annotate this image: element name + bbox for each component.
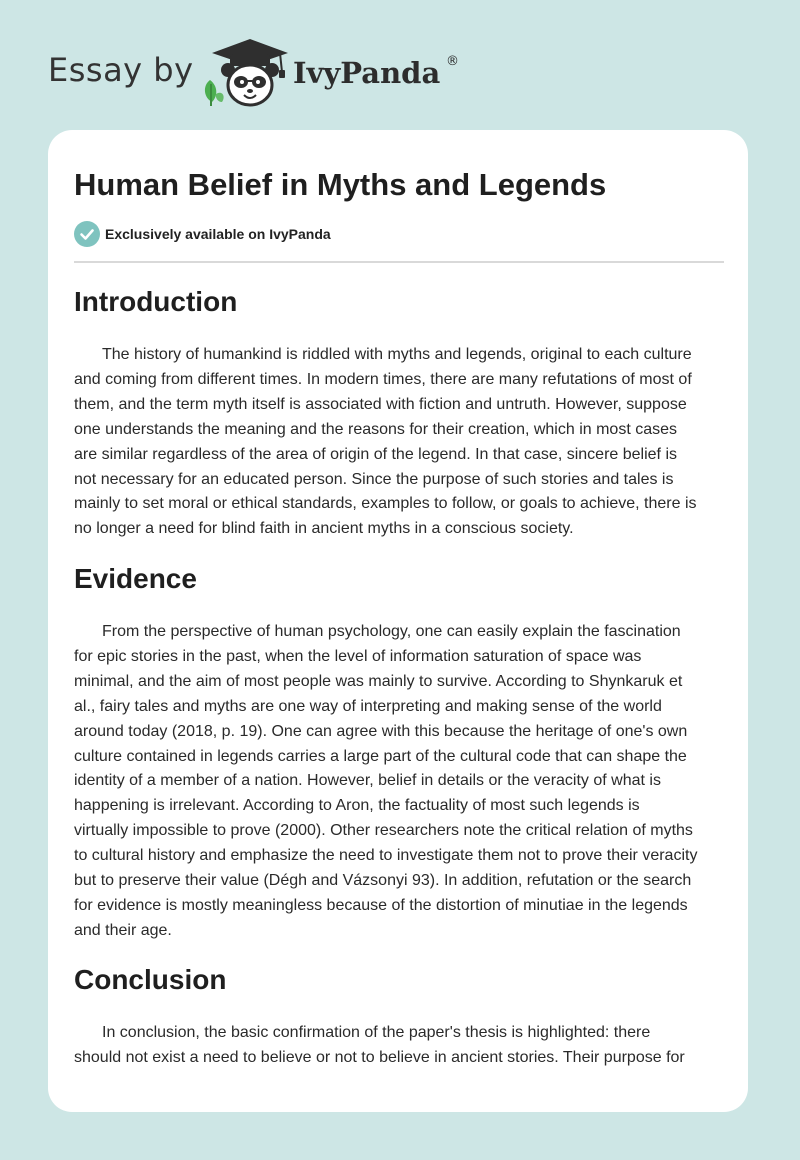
essay-title: Human Belief in Myths and Legends <box>74 167 607 202</box>
text-line: The history of humankind is riddled with myths and legends, original to each culture <box>102 346 692 363</box>
text-line: From the perspective of human psychology, one can easily explain the fascination <box>102 623 681 640</box>
paragraph-introduction <box>74 343 724 542</box>
brand-name: IvyPanda <box>293 56 441 90</box>
text-line: one understands the meaning and the reasons for their creation, which in most cases <box>74 420 678 438</box>
text-line: culture contained in legends carries a large part of the cultural code that can shape the <box>74 747 687 765</box>
text-line: but to preserve their value (Dégh and Vázsonyi 93). In addition, refutation or the search <box>74 872 692 890</box>
text-line: them, and the term myth itself is associated with fiction and untruth. However, suppose <box>74 395 687 413</box>
text-line: In conclusion, the basic confirmation of the paper's thesis is highlighted: there <box>102 1024 651 1041</box>
text-line: should not exist a need to believe or not to believe in ancient stories. Their purpose for <box>74 1048 685 1066</box>
section-heading-introduction: Introduction <box>74 286 238 317</box>
text-line: happening is irrelevant. According to Aron, the factuality of most such legends is <box>74 797 640 815</box>
text-line: are similar regardless of the area of origin of the legend. In that case, sincere belief is <box>74 445 677 463</box>
text-line: to cultural history and emphasize the need to investigate them not to prove their veracity <box>74 847 698 865</box>
site-header <box>0 0 800 120</box>
text-line: al., fairy tales and myths are one way of interpreting and making sense of the world <box>74 697 662 715</box>
check-circle-icon <box>74 221 100 247</box>
text-line: no longer a need for blind faith in ancient myths in a conscious society. <box>74 520 574 538</box>
text-line: mainly to set moral or ethical standards, examples to follow, or goals to achieve, there is <box>74 495 697 513</box>
essay-card <box>48 130 748 1112</box>
text-line: and their age. <box>74 921 172 939</box>
brand-prefix: Essay by <box>48 51 194 89</box>
text-line: and coming from different times. In modern times, there are many refutations of most of <box>74 370 692 388</box>
text-line: for evidence is mostly meaningless because of the distortion of minutiae in the legends <box>74 896 688 914</box>
text-line: identity of a member of a nation. However, belief in details or the veracity of what is <box>74 772 661 790</box>
paragraph-conclusion <box>74 1021 724 1071</box>
text-line: for epic stories in the past, when the level of information saturation of space was <box>74 647 642 665</box>
panda-graduate-icon[interactable] <box>200 36 292 110</box>
text-line: not necessary for an educated person. Since the purpose of such stories and tales is <box>74 470 674 488</box>
badge-label: Exclusively available on IvyPanda <box>105 226 331 242</box>
section-heading-conclusion: Conclusion <box>74 964 227 995</box>
text-line: minimal, and the aim of most people was mainly to survive. According to Shynkaruk et <box>74 672 683 690</box>
section-heading-evidence: Evidence <box>74 563 197 594</box>
registered-mark: ® <box>446 54 459 69</box>
text-line: around today (2018, p. 19). One can agree with this because the heritage of one's own <box>74 722 688 740</box>
paragraph-evidence <box>74 620 724 944</box>
divider <box>74 261 724 263</box>
exclusive-badge <box>74 221 724 247</box>
text-line: virtually impossible to prove (2000). Other researchers note the critical relation of myths <box>74 822 693 840</box>
